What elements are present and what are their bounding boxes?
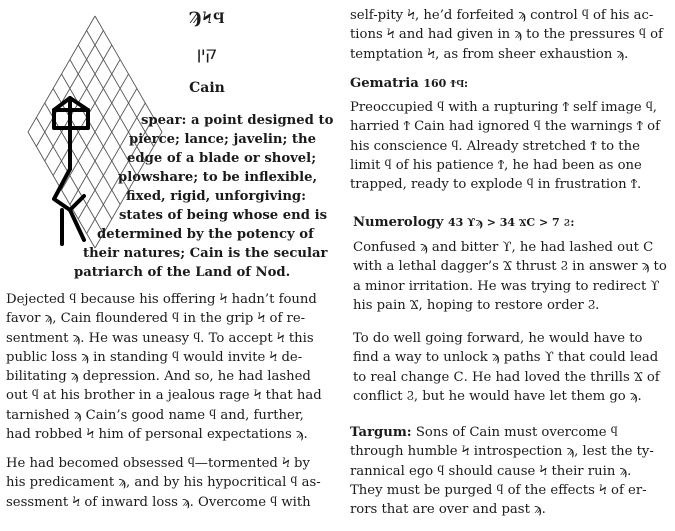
text-line: They must be purged ϥ of the effects Ϟ of er-: [350, 482, 647, 498]
right-column: [350, 0, 668, 531]
text-line: sentment ϡ. He was uneasy ϥ. To accept Ϟ this: [6, 330, 314, 346]
text-line: rors that are over and past ϡ.: [350, 502, 546, 518]
text-line: Dejected ϥ because his offering Ϟ hadn’t found: [6, 292, 317, 307]
targum-first-line: Sons of Cain must overcome ϥ: [411, 425, 618, 440]
left-column: [0, 0, 334, 531]
gematria-heading: [350, 76, 468, 91]
definition-line: pierce; lance; javelin; the: [129, 132, 316, 147]
text-line: public loss ϡ in standing ϥ would invite Ϟ de-: [6, 349, 303, 365]
entry-name: Cain: [189, 80, 225, 96]
numerology-paragraph: [353, 238, 666, 315]
targum-label: Targum:: [350, 425, 412, 440]
targum-paragraph: [350, 423, 666, 519]
numerology-heading: [353, 215, 574, 230]
text-line: conflict Ϩ, but he would have let them go ϡ.: [353, 388, 642, 404]
text-line: harried Ϯ Cain had ignored ϥ the warnings Ϯ of: [350, 119, 660, 135]
body-paragraph-continued: [350, 6, 666, 64]
text-line: through humble Ϟ introspection ϡ, lest the ty-: [350, 444, 654, 460]
definition-line: fixed, rigid, unforgiving:: [126, 189, 307, 204]
text-line: tarnished ϡ Cain’s good name ϥ and, further,: [6, 407, 304, 423]
gematria-label: Gematria: [350, 76, 419, 91]
glyph-title: ϠϞϤ: [188, 8, 226, 27]
text-line: bilitating ϡ depression. And so, he had lashed: [6, 369, 311, 385]
text-line: had robbed Ϟ him of personal expectations ϡ.: [6, 427, 308, 443]
definition-line: states of being whose end is: [119, 208, 328, 223]
definition-line: plowshare; to be inflexible,: [118, 170, 318, 185]
text-line: out ϥ at his brother in a jealous rage Ϟ that had: [6, 388, 322, 404]
text-line: rannical ego ϥ should cause Ϟ their ruin ϡ.: [350, 463, 632, 479]
gematria-value: 160 ϮϤ:: [423, 77, 469, 90]
text-line: [350, 423, 666, 442]
numerology-label: Numerology: [353, 215, 444, 230]
text-line: to real change Ϲ. He had loved the thrills Ϫ of: [353, 369, 660, 385]
text-line: Confused ϡ and bitter ϒ, he had lashed out Ϲ: [353, 240, 654, 255]
text-line: limit ϥ of his patience Ϯ, he had been as one: [350, 157, 642, 173]
text-line: a minor irritation. He was trying to redirect ϒ: [353, 278, 660, 294]
text-line: temptation Ϟ, as from sheer exhaustion ϡ.: [350, 46, 629, 62]
text-line: his conscience ϥ. Already stretched Ϯ to the: [350, 138, 640, 154]
text-line: his pain Ϫ, hoping to restore order Ϩ.: [353, 297, 600, 313]
body-paragraph: [6, 290, 322, 444]
definition-line: patriarch of the Land of Nod.: [74, 265, 291, 280]
text-line: To do well going forward, he would have to: [353, 331, 643, 346]
body-paragraph: [6, 454, 322, 512]
definition-line: determined by the potency of: [97, 227, 314, 242]
text-line: with a lethal dagger’s Ϫ thrust Ϩ in answer ϡ to: [353, 259, 667, 275]
definition-line: spear: a point designed to: [141, 113, 334, 128]
text-line: trapped, ready to explode ϥ in frustration Ϯ.: [350, 177, 642, 193]
text-line: Preoccupied ϥ with a rupturing Ϯ self image ϥ,: [350, 100, 657, 115]
numerology-value: 43 ϒϡ > 34 ϪϹ > 7 Ϩ:: [448, 216, 575, 229]
text-line: tions Ϟ and had given in ϡ to the pressures ϥ of: [350, 27, 663, 43]
definition-line: their natures; Cain is the secular: [83, 246, 328, 261]
text-line: sessment Ϟ of inward loss ϡ. Overcome ϥ with: [6, 494, 311, 510]
text-line: his predicament ϡ, and by his hypocritical ϥ as-: [6, 475, 321, 491]
hebrew-name: קין: [196, 44, 218, 64]
gematria-paragraph: [350, 98, 666, 194]
text-line: favor ϡ, Cain floundered ϥ in the grip Ϟ of re-: [6, 311, 306, 327]
text-line: He had becomed obsessed ϥ—tormented Ϟ by: [6, 456, 310, 471]
numerology-paragraph: [353, 329, 666, 406]
text-line: self-pity Ϟ, he’d forfeited ϡ control ϥ of his ac-: [350, 8, 654, 23]
hebrew-letter-strokes: [54, 98, 88, 244]
text-line: find a way to unlock ϡ paths ϒ that could lead: [353, 350, 659, 366]
definition-line: edge of a blade or shovel;: [127, 151, 317, 166]
